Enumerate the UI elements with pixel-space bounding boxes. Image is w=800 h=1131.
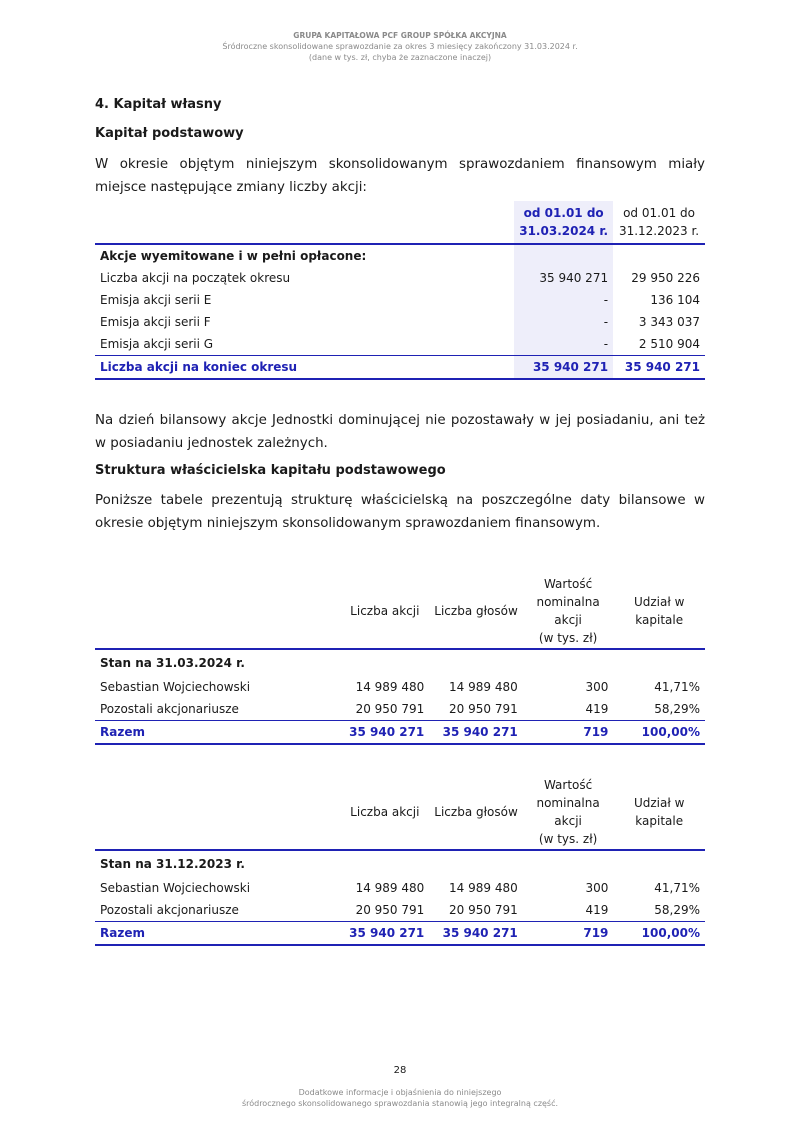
paragraph-ownership-intro: Poniższe tabele prezentują strukturę właścicielską na poszczególne daty bilansowe w okresie objętym niniejszym skonsolidowanym sprawozdaniem finansowym. <box>95 493 705 531</box>
table-row: Emisja akcji serii F - 3 343 037 <box>95 311 705 333</box>
col-header-share: Udział w kapitale <box>633 595 685 627</box>
ownership-date-label: Stan na 31.12.2023 r. <box>95 850 340 877</box>
subsection-title-share-capital: Kapitał podstawowy <box>95 126 244 141</box>
table-row: Emisja akcji serii E - 136 104 <box>95 289 705 311</box>
footer-line-1: Dodatkowe informacje i objaśnienia do niniejszego <box>298 1088 502 1097</box>
header-report-title: Śródroczne skonsolidowane sprawozdanie za okres 3 miesięcy zakończony 31.03.2024 r. <box>222 42 578 51</box>
col-header-share: Udział w kapitale <box>633 796 685 828</box>
col-header-shares: Liczba akcji <box>350 604 420 618</box>
ownership-date-label: Stan na 31.03.2024 r. <box>95 649 340 676</box>
shares-col2-header: od 01.01 do 31.12.2023 r. <box>618 206 700 238</box>
subsection-title-ownership: Struktura właścicielska kapitału podstawowego <box>95 463 446 478</box>
table-row: Sebastian Wojciechowski 14 989 480 14 989 480 300 41,71% <box>100 680 700 694</box>
total-row: Razem 35 940 271 35 940 271 719 100,00% <box>95 721 705 745</box>
footer-line-2: śródrocznego skonsolidowanego sprawozdania stanowią jego integralną część. <box>241 1099 559 1108</box>
col-header-votes: Liczba głosów <box>434 604 518 618</box>
col-header-shares: Liczba akcji <box>350 805 420 819</box>
total-row: Liczba akcji na koniec okresu 35 940 271 35 940 271 <box>95 356 705 380</box>
table-row: Liczba akcji na początek okresu 35 940 271 29 950 226 <box>95 267 705 289</box>
header-company: GRUPA KAPITAŁOWA PCF GROUP SPÓŁKA AKCYJNA <box>293 31 507 40</box>
ownership-table-2024 <box>95 574 705 745</box>
ownership-table-2023 <box>95 775 705 946</box>
shares-section-label: Akcje wyemitowane i w pełni opłacone: <box>95 244 514 267</box>
total-row: Razem 35 940 271 35 940 271 719 100,00% <box>95 922 705 946</box>
table-row: Sebastian Wojciechowski 14 989 480 14 989 480 300 41,71% <box>100 881 700 895</box>
table-row: Emisja akcji serii G - 2 510 904 <box>95 333 705 356</box>
col-header-nominal: Wartość nominalna akcji (w tys. zł) <box>536 778 600 846</box>
col-header-votes: Liczba głosów <box>434 805 518 819</box>
section-title: 4. Kapitał własny <box>95 97 222 112</box>
shares-col1-header: od 01.01 do 31.03.2024 r. <box>514 201 613 244</box>
table-row: Pozostali akcjonariusze 20 950 791 20 950 791 419 58,29% <box>100 702 700 716</box>
paragraph-treasury-shares: Na dzień bilansowy akcje Jednostki dominującej nie pozostawały w jej posiadaniu, ani też w posiadaniu jednostek zależnych. <box>95 413 705 451</box>
col-header-nominal: Wartość nominalna akcji (w tys. zł) <box>536 577 600 645</box>
page-number: 28 <box>393 1065 407 1076</box>
header-units-note: (dane w tys. zł, chyba że zaznaczone inaczej) <box>308 53 492 62</box>
shares-changes-table <box>95 201 705 380</box>
paragraph-share-changes: W okresie objętym niniejszym skonsolidowanym sprawozdaniem finansowym miały miejsce następujące zmiany liczby akcji: <box>95 157 705 195</box>
table-row: Pozostali akcjonariusze 20 950 791 20 950 791 419 58,29% <box>100 903 700 917</box>
